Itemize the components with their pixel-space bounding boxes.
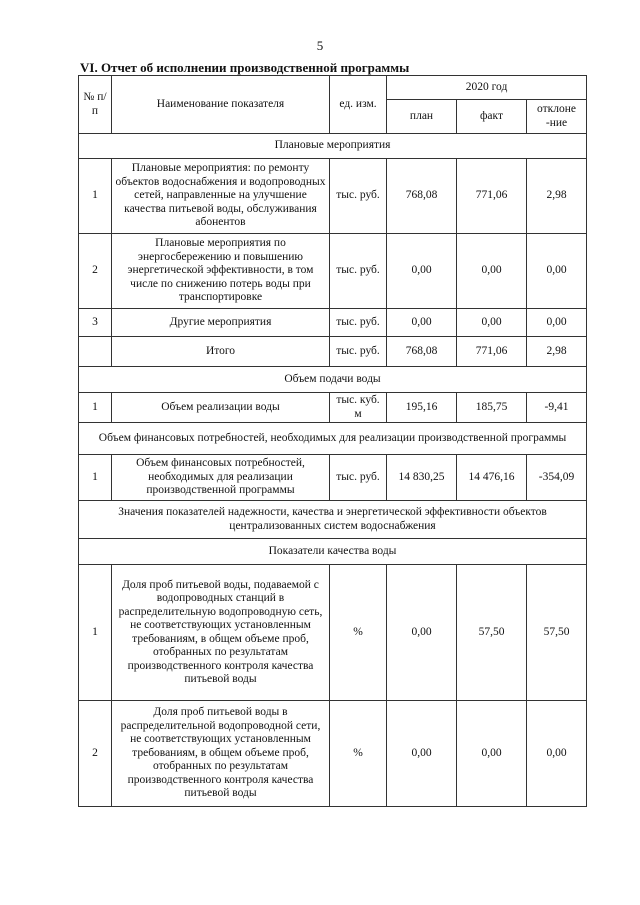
row-unit: тыс. руб. — [330, 159, 387, 234]
row-unit: тыс. руб. — [330, 337, 387, 367]
row-fact: 185,75 — [457, 393, 527, 423]
row-unit: тыс. руб. — [330, 234, 387, 309]
row-unit: тыс. руб. — [330, 455, 387, 501]
row-plan: 768,08 — [387, 337, 457, 367]
section-reliability: Значения показателей надежности, качества и энергетической эффективности объектов централизованных систем водоснабжения — [79, 501, 587, 539]
row-deviation: 0,00 — [527, 309, 587, 337]
row-fact: 0,00 — [457, 701, 527, 807]
row-num — [79, 337, 112, 367]
section-quality: Показатели качества воды — [79, 539, 587, 565]
row-name: Объем финансовых потребностей, необходимых для реализации производственной программы — [112, 455, 330, 501]
row-deviation: 0,00 — [527, 234, 587, 309]
total-row — [79, 337, 587, 367]
row-name: Доля проб питьевой воды, подаваемой с водопроводных станций в распределительную водопроводную сеть, не соответствующих установленным требованиям, в общем объеме проб, отобранных по результатам производственного контроля качества питьевой воды — [112, 565, 330, 701]
row-num: 1 — [79, 393, 112, 423]
header-plan: план — [387, 100, 457, 134]
table-row — [79, 701, 587, 807]
row-fact: 14 476,16 — [457, 455, 527, 501]
row-plan: 768,08 — [387, 159, 457, 234]
row-num: 1 — [79, 565, 112, 701]
row-plan: 14 830,25 — [387, 455, 457, 501]
row-unit: тыс. куб. м — [330, 393, 387, 423]
header-name: Наименование показателя — [112, 76, 330, 134]
row-plan: 0,00 — [387, 701, 457, 807]
total-label: Итого — [112, 337, 330, 367]
row-fact: 771,06 — [457, 159, 527, 234]
row-deviation: 57,50 — [527, 565, 587, 701]
row-name: Доля проб питьевой воды в распределительной водопроводной сети, не соответствующих установленным требованиям, в общем объеме проб, отобранных по результатам производственного контроля качества питьевой воды — [112, 701, 330, 807]
row-deviation: 0,00 — [527, 701, 587, 807]
table-row — [79, 234, 587, 309]
section-planned: Плановые мероприятия — [79, 134, 587, 159]
row-fact: 0,00 — [457, 309, 527, 337]
row-plan: 195,16 — [387, 393, 457, 423]
row-num: 3 — [79, 309, 112, 337]
table-row — [79, 309, 587, 337]
row-unit: % — [330, 565, 387, 701]
header-unit: ед. изм. — [330, 76, 387, 134]
row-num: 1 — [79, 159, 112, 234]
row-fact: 771,06 — [457, 337, 527, 367]
row-deviation: -9,41 — [527, 393, 587, 423]
row-plan: 0,00 — [387, 309, 457, 337]
row-fact: 57,50 — [457, 565, 527, 701]
row-deviation: 2,98 — [527, 337, 587, 367]
row-num: 2 — [79, 701, 112, 807]
section-supply: Объем подачи воды — [79, 367, 587, 393]
table-row — [79, 455, 587, 501]
report-table — [78, 75, 587, 807]
table-row — [79, 159, 587, 234]
page-number: 5 — [316, 38, 324, 53]
row-num: 1 — [79, 455, 112, 501]
header-num: № п/п — [79, 76, 112, 134]
row-deviation: 2,98 — [527, 159, 587, 234]
header-deviation: отклоне -ние — [527, 100, 587, 134]
table-row — [79, 565, 587, 701]
section-finance: Объем финансовых потребностей, необходимых для реализации производственной программы — [79, 423, 587, 455]
section-title: VI. Отчет об исполнении производственной программы — [80, 60, 410, 75]
row-unit: % — [330, 701, 387, 807]
row-name: Объем реализации воды — [112, 393, 330, 423]
row-name: Другие мероприятия — [112, 309, 330, 337]
row-num: 2 — [79, 234, 112, 309]
row-name: Плановые мероприятия по энергосбережению и повышению энергетической эффективности, в том числе по снижению потерь воды при транспортировке — [112, 234, 330, 309]
row-plan: 0,00 — [387, 565, 457, 701]
row-deviation: -354,09 — [527, 455, 587, 501]
row-name: Плановые мероприятия: по ремонту объектов водоснабжения и водопроводных сетей, направленные на улучшение качества питьевой воды, обслуживания абонентов — [112, 159, 330, 234]
row-plan: 0,00 — [387, 234, 457, 309]
row-unit: тыс. руб. — [330, 309, 387, 337]
header-fact: факт — [457, 100, 527, 134]
row-fact: 0,00 — [457, 234, 527, 309]
header-year: 2020 год — [387, 76, 587, 100]
table-row — [79, 393, 587, 423]
